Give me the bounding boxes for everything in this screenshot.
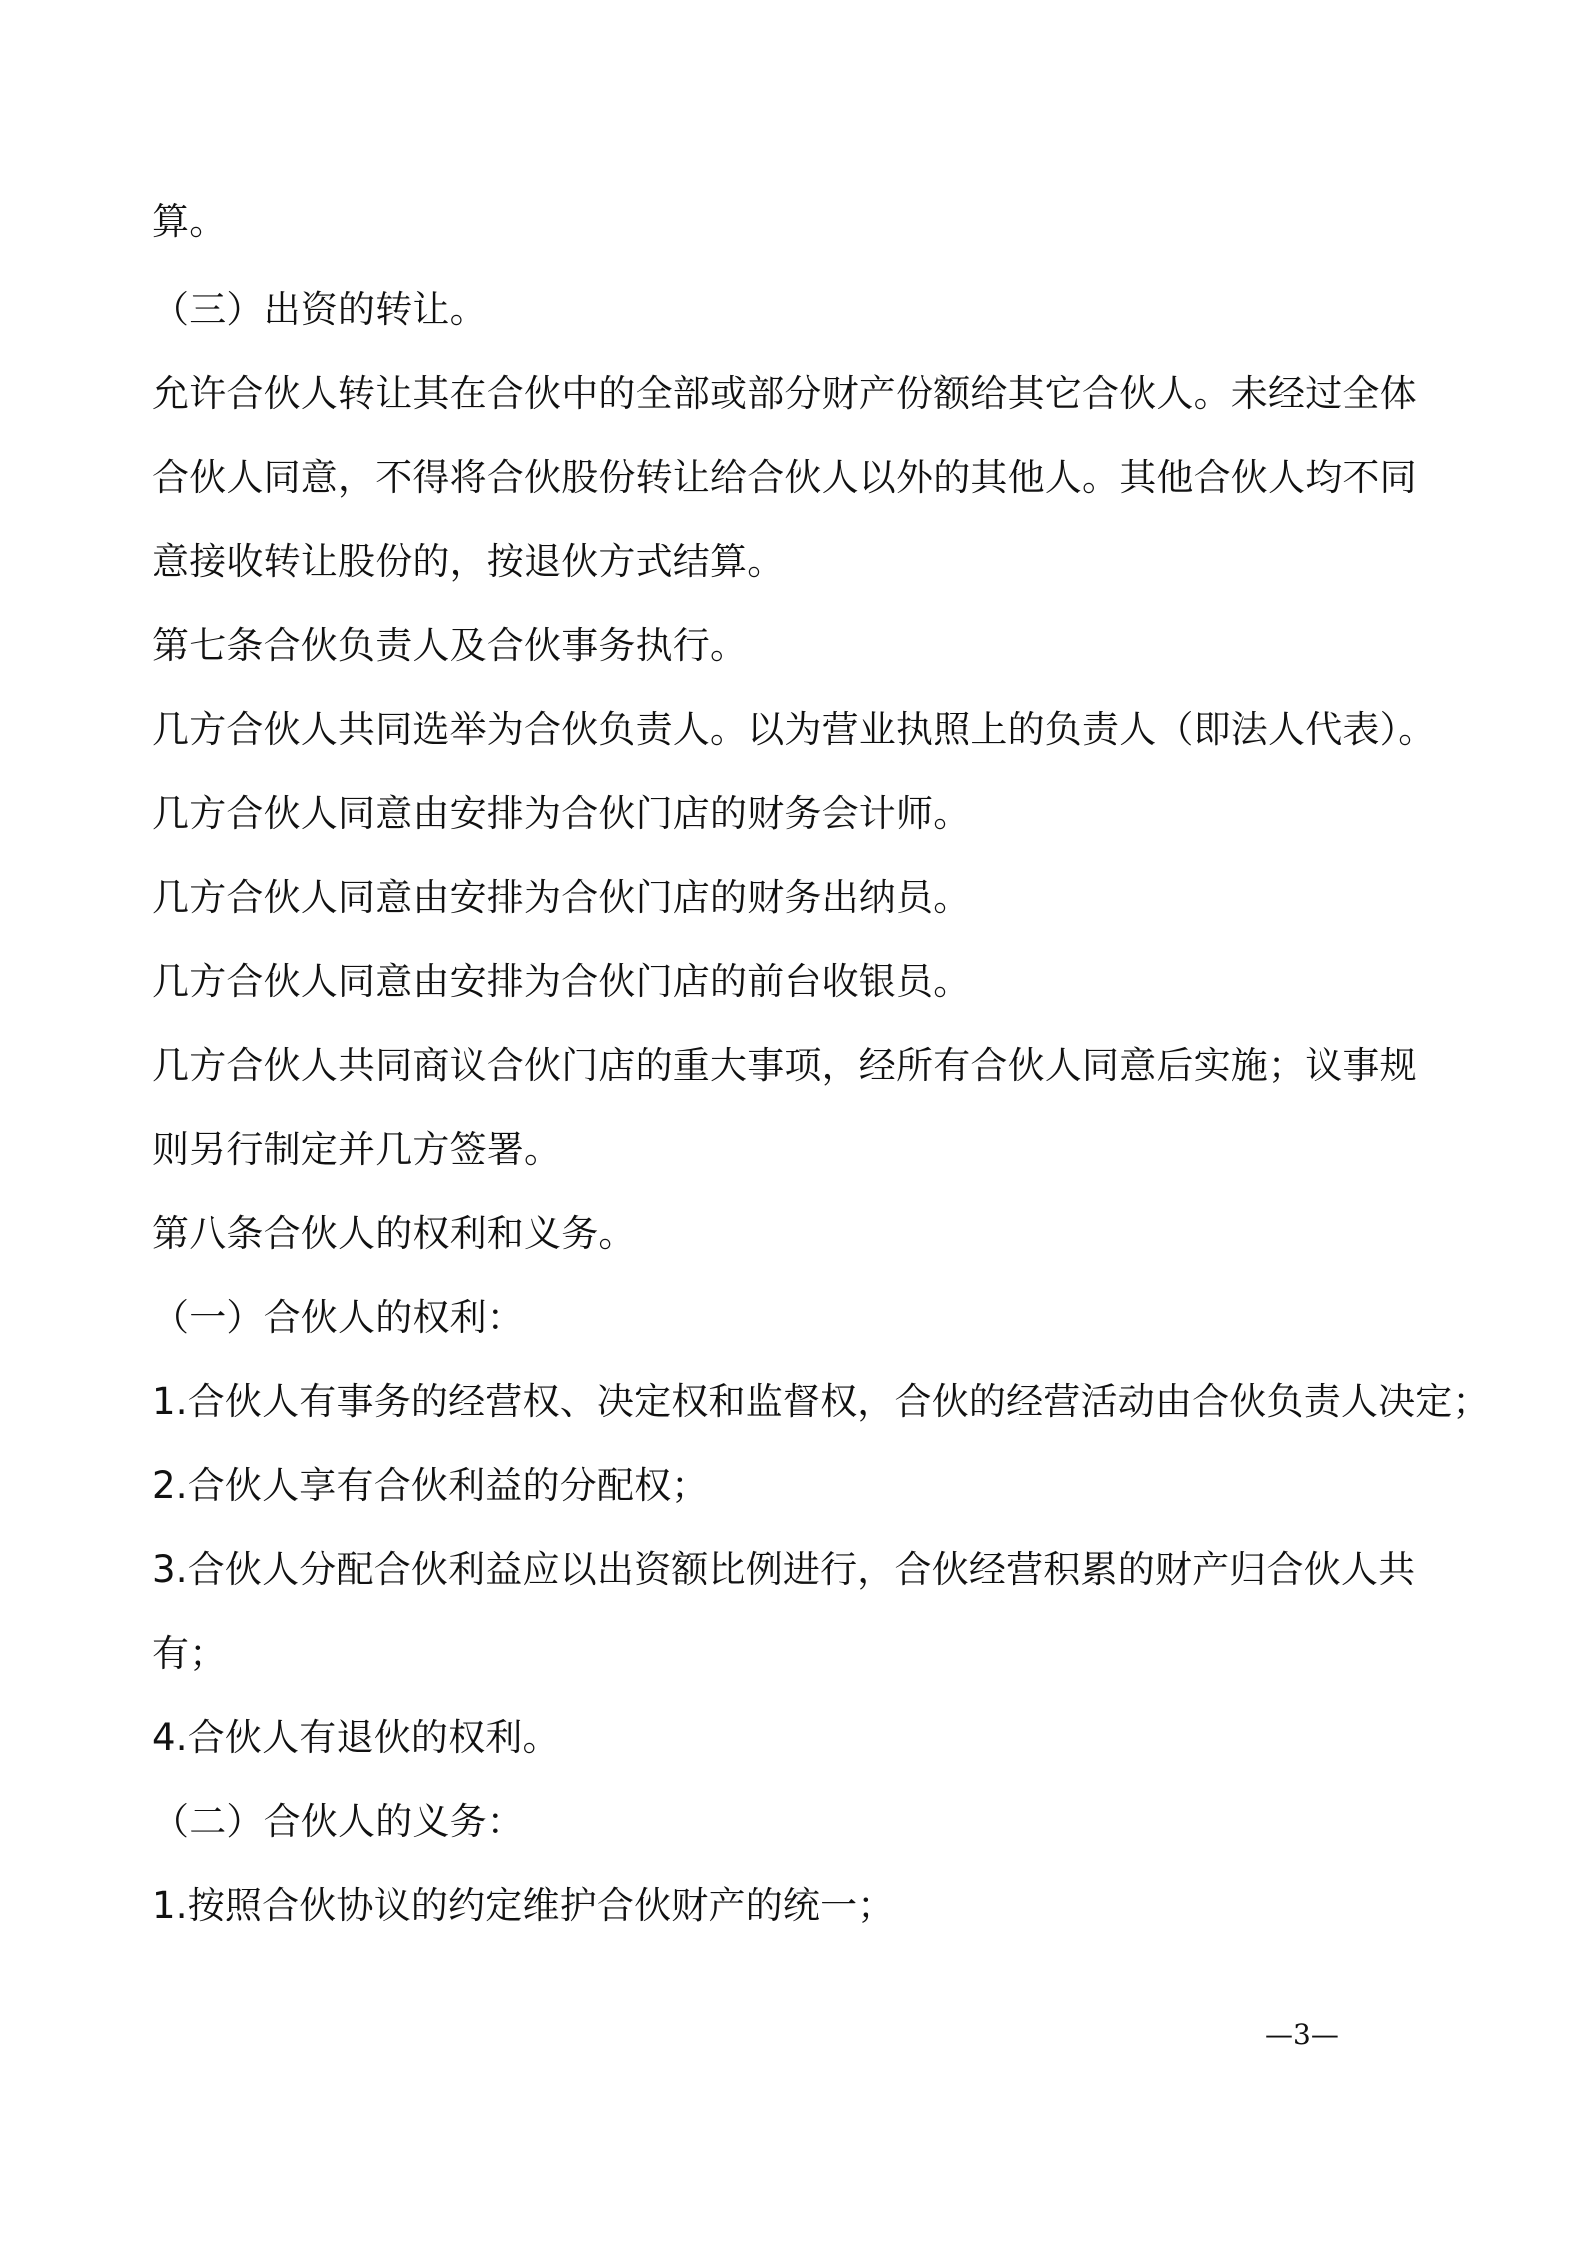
list-item: 1.按照合伙协议的约定维护合伙财产的统一； (152, 1884, 895, 1927)
list-item: 2.合伙人享有合伙利益的分配权； (152, 1464, 709, 1507)
text-line: 几方合伙人同意由安排为合伙门店的财务会计师。 (152, 792, 971, 835)
page-number: —3— (1265, 2018, 1339, 2051)
text-line: 则另行制定并几方签署。 (152, 1128, 562, 1171)
list-item: 1.合伙人有事务的经营权、决定权和监督权，合伙的经营活动由合伙负责人决定； (152, 1380, 1490, 1423)
section-heading: （三）出资的转让。 (152, 288, 487, 331)
text-line: 几方合伙人同意由安排为合伙门店的前台收银员。 (152, 960, 971, 1003)
text-line: 几方合伙人同意由安排为合伙门店的财务出纳员。 (152, 876, 971, 919)
section-heading: （二）合伙人的义务： (152, 1800, 524, 1843)
article-heading: 第八条合伙人的权利和义务。 (152, 1212, 636, 1255)
text-line: 算。 (152, 200, 227, 243)
text-line: 意接收转让股份的，按退伙方式结算。 (152, 540, 785, 583)
text-line: 允许合伙人转让其在合伙中的全部或部分财产份额给其它合伙人。未经过全体 (152, 372, 1417, 415)
list-item: 3.合伙人分配合伙利益应以出资额比例进行，合伙经营积累的财产归合伙人共 (152, 1548, 1416, 1591)
text-line: 合伙人同意，不得将合伙股份转让给合伙人以外的其他人。其他合伙人均不同 (152, 456, 1417, 499)
list-item: 4.合伙人有退伙的权利。 (152, 1716, 560, 1759)
article-heading: 第七条合伙负责人及合伙事务执行。 (152, 624, 748, 667)
text-line: 几方合伙人共同商议合伙门店的重大事项，经所有合伙人同意后实施；议事规 (152, 1044, 1417, 1087)
text-line: 几方合伙人共同选举为合伙负责人。以为营业执照上的负责人（即法人代表）。 (152, 708, 1436, 751)
list-item-continuation: 有； (152, 1632, 227, 1675)
section-heading: （一）合伙人的权利： (152, 1296, 524, 1339)
